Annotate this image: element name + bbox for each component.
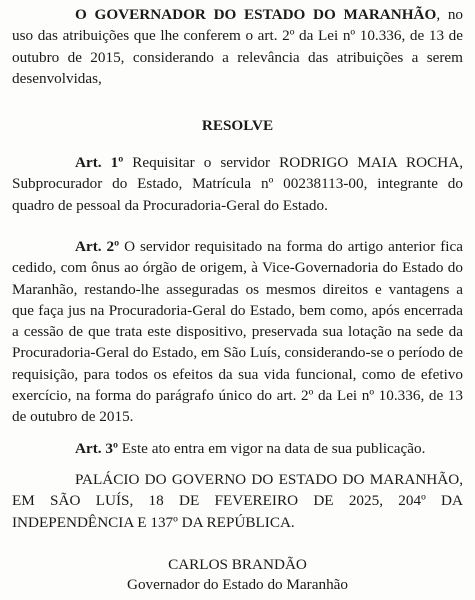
governor-authority: O GOVERNADOR DO ESTADO DO MARANHÃO xyxy=(75,6,437,23)
article-3-label: Art. 3º xyxy=(75,440,118,457)
article-1-label: Art. 1º xyxy=(75,154,124,171)
signature-title: Governador do Estado do Maranhão xyxy=(127,576,348,593)
resolve-heading: RESOLVE xyxy=(201,117,274,134)
signature-name: CARLOS BRANDÃO xyxy=(168,556,307,573)
preamble-text: , no uso das atribuições que lhe conferem o art. 2º da Lei nº 10.336, de 13 de outubro de 2015, considerando a relevância das atribuições a serem desenvolvidas, xyxy=(12,6,463,87)
article-3-text: Este ato entra em vigor na data de sua publicação. xyxy=(117,440,426,457)
article-2 xyxy=(12,236,463,428)
article-1 xyxy=(12,152,463,216)
article-2-text: O servidor requisitado na forma do artigo anterior fica cedido, com ônus ao órgão de origem, à Vice-Governadoria do Estado do Maranhão, restando-lhe asseguradas os mesmos direitos e vantagens a que faça jus na Procuradoria-Geral do Estado, bem como, após encerrada a cessão de que trata este dispositivo, preservada sua lotação na sede da Procuradoria-Geral do Estado, em São Luís, considerando-se o período de requisição, para todos os efeitos da sua vida funcional, como de efetivo exercício, na forma do parágrafo único do art. 2º da Lei nº 10.336, de 13 de outubro de 2015. xyxy=(12,238,464,426)
article-1-text: Requisitar o servidor RODRIGO MAIA ROCHA, Subprocurador do Estado, Matrícula nº 00238113-00, integrante do quadro de pessoal da Procuradoria-Geral do Estado. xyxy=(12,154,463,214)
article-3 xyxy=(12,438,463,459)
closing-paragraph: PALÁCIO DO GOVERNO DO ESTADO DO MARANHÃO, EM SÃO LUÍS, 18 DE FEVEREIRO DE 2025, 204º DA INDEPENDÊNCIA E 137º DA REPÚBLICA. xyxy=(12,471,463,531)
article-2-label: Art. 2º xyxy=(75,238,120,255)
preamble-paragraph xyxy=(12,4,463,89)
